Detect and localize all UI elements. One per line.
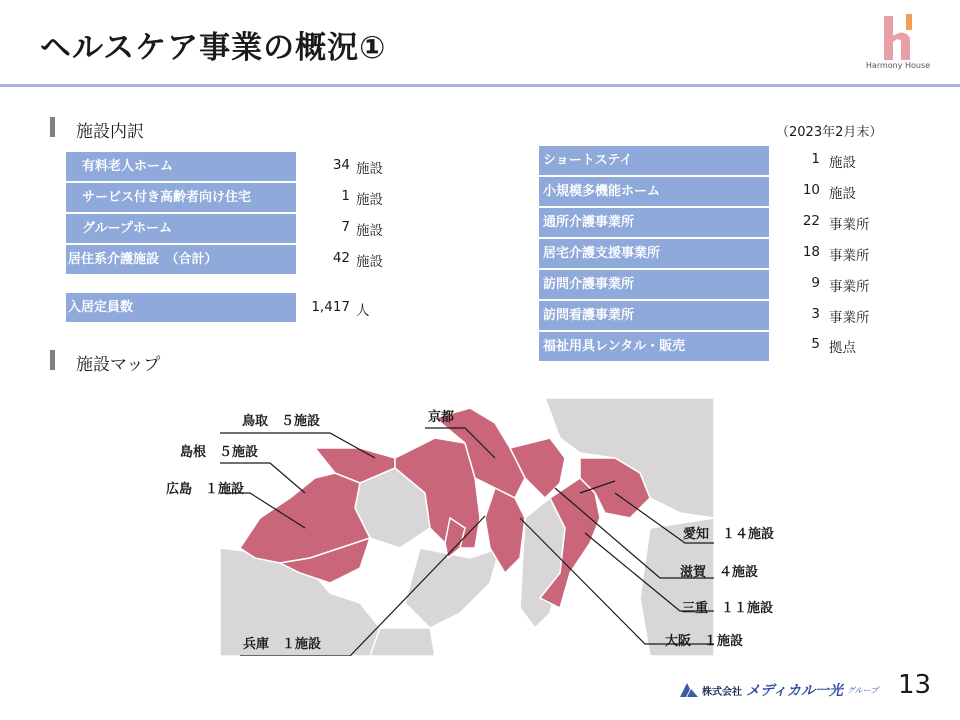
service-label-houmon-kaigo: 訪問介護事業所 bbox=[539, 270, 769, 299]
service-unit-shokibo: 施設 bbox=[829, 186, 856, 202]
callout-shimane: 島根 ５施設 bbox=[180, 445, 259, 460]
facility-label-total: 居住系介護施設 （合計） bbox=[66, 245, 296, 274]
service-unit-houmon-kaigo: 事業所 bbox=[829, 279, 870, 295]
callout-shiga: 滋賀 ４施設 bbox=[680, 565, 759, 580]
page-number: 13 bbox=[898, 670, 932, 700]
facilities-heading: 施設内訳 bbox=[76, 122, 144, 142]
facility-unit-grouphome: 施設 bbox=[356, 223, 383, 239]
service-label-shortstay: ショートステイ bbox=[539, 146, 769, 175]
facility-value-total: 42 bbox=[332, 250, 350, 266]
title-divider bbox=[0, 84, 960, 87]
service-value-shortstay: 1 bbox=[811, 151, 820, 167]
facility-value-sakoju: 1 bbox=[341, 188, 350, 204]
section-marker bbox=[50, 350, 55, 370]
service-value-shokibo: 10 bbox=[802, 182, 820, 198]
facility-label-grouphome: グループホーム bbox=[66, 214, 296, 243]
facility-label-sakoju: サービス付き高齢者向け住宅 bbox=[66, 183, 296, 212]
facility-unit-yuryo: 施設 bbox=[356, 161, 383, 177]
callout-hyogo: 兵庫 １施設 bbox=[243, 637, 322, 652]
capacity-label: 入居定員数 bbox=[66, 293, 296, 322]
map-region-shikoku-south bbox=[370, 628, 435, 656]
service-unit-kyotaku: 事業所 bbox=[829, 248, 870, 264]
callout-tottori: 鳥取 ５施設 bbox=[242, 414, 321, 429]
callout-aichi: 愛知 １４施設 bbox=[683, 527, 775, 542]
map-region-shikoku-east bbox=[405, 548, 500, 628]
facility-value-yuryo: 34 bbox=[332, 157, 350, 173]
facility-map bbox=[220, 398, 714, 656]
footer-company-logo bbox=[680, 680, 878, 700]
date-note: （2023年2月末） bbox=[776, 125, 883, 140]
callout-osaka: 大阪 １施設 bbox=[665, 634, 744, 649]
capacity-value: 1,417 bbox=[311, 299, 350, 315]
service-value-kyotaku: 18 bbox=[802, 244, 820, 260]
facility-label-yuryo: 有料老人ホーム bbox=[66, 152, 296, 181]
section-marker bbox=[50, 117, 55, 137]
facility-unit-total: 施設 bbox=[356, 254, 383, 270]
service-label-fukushi: 福祉用具レンタル・販売 bbox=[539, 332, 769, 361]
facility-value-grouphome: 7 bbox=[341, 219, 350, 235]
map-heading: 施設マップ bbox=[76, 355, 161, 375]
callout-mie: 三重 １１施設 bbox=[682, 601, 774, 616]
footer-group: グループ bbox=[846, 685, 879, 695]
service-value-tsusho: 22 bbox=[802, 213, 820, 229]
service-label-kyotaku: 居宅介護支援事業所 bbox=[539, 239, 769, 268]
service-unit-tsusho: 事業所 bbox=[829, 217, 870, 233]
service-value-houmon-kaigo: 9 bbox=[811, 275, 820, 291]
footer-brand: メディカル一光 bbox=[746, 683, 843, 699]
callout-hiroshima: 広島 １施設 bbox=[166, 482, 245, 497]
service-value-fukushi: 5 bbox=[811, 336, 820, 352]
capacity-unit: 人 bbox=[356, 303, 370, 319]
service-label-shokibo: 小規模多機能ホーム bbox=[539, 177, 769, 206]
service-unit-shortstay: 施設 bbox=[829, 155, 856, 171]
facility-unit-sakoju: 施設 bbox=[356, 192, 383, 208]
footer-company-prefix: 株式会社 bbox=[702, 686, 742, 698]
brand-name: Harmony House bbox=[865, 61, 931, 70]
service-value-houmon-kango: 3 bbox=[811, 306, 820, 322]
service-unit-fukushi: 拠点 bbox=[829, 340, 856, 356]
page-title: ヘルスケア事業の概況① bbox=[40, 30, 387, 66]
service-unit-houmon-kango: 事業所 bbox=[829, 310, 870, 326]
map-region-nara bbox=[520, 498, 565, 628]
service-label-tsusho: 通所介護事業所 bbox=[539, 208, 769, 237]
callout-kyoto: 京都 bbox=[428, 410, 455, 425]
service-label-houmon-kango: 訪問看護事業所 bbox=[539, 301, 769, 330]
company-mark-icon bbox=[680, 683, 698, 697]
